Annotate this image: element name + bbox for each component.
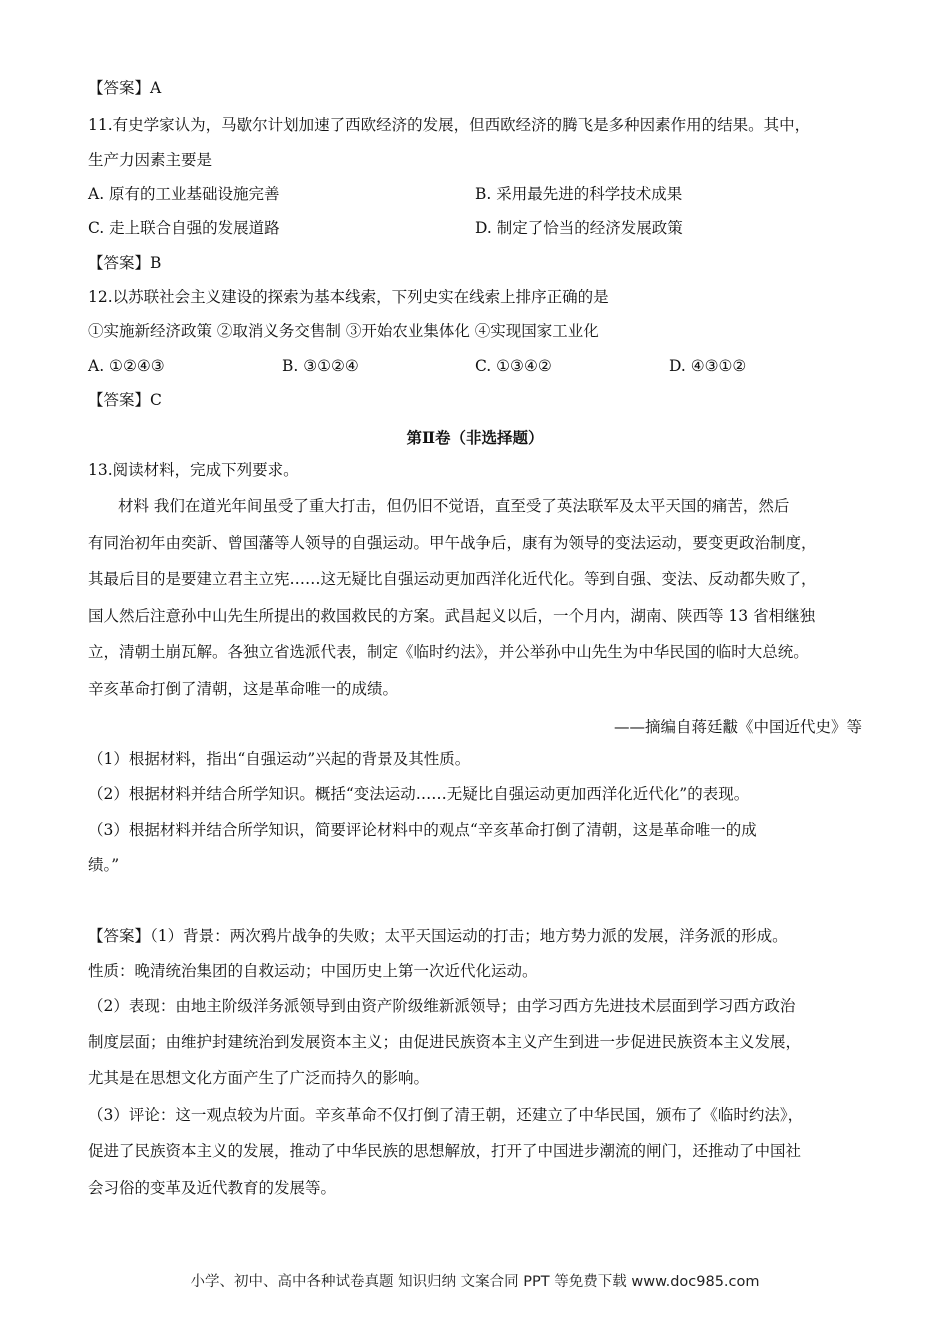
- question-13-sub1: （1）根据材料，指出“自强运动”兴起的背景及其性质。: [88, 750, 471, 768]
- question-11-stem-line1: 11.有史学家认为，马歇尔计划加速了西欧经济的发展，但西欧经济的腾飞是多种因素作用的结果。其中，: [88, 116, 811, 134]
- material-line: 立，清朝土崩瓦解。各独立省选派代表，制定《临时约法》，并公举孙中山先生为中华民国的临时大总统。: [88, 643, 809, 661]
- answer-13-line: 制度层面；由维护封建统治到发展资本主义；由促进民族资本主义产生到进一步促进民族资本主义发展，: [88, 1033, 802, 1051]
- answer-13-line: （2）表现：由地主阶级洋务派领导到由资产阶级维新派领导；由学习西方先进技术层面到学习西方政治: [88, 997, 796, 1015]
- question-13-sub3-cont: 绩。”: [88, 856, 120, 874]
- answer-13-line: （3）评论：这一观点较为片面。辛亥革命不仅打倒了清王朝，还建立了中华民国，颁布了《临时约法》，: [88, 1106, 804, 1124]
- material-line: 国人然后注意孙中山先生所提出的救国救民的方案。武昌起义以后，一个月内，湖南、陕西等 13 省相继独: [88, 607, 816, 625]
- question-12-items: ①实施新经济政策 ②取消义务交售制 ③开始农业集体化 ④实现国家工业化: [88, 322, 599, 340]
- question-13-sub3: （3）根据材料并结合所学知识，简要评论材料中的观点“辛亥革命打倒了清朝，这是革命唯一的成: [88, 821, 757, 839]
- answer-13-line: 促进了民族资本主义的发展，推动了中华民族的思想解放，打开了中国进步潮流的闸门，还推动了中国社: [88, 1142, 802, 1160]
- question-11-option-d: D. 制定了恰当的经济发展政策: [475, 219, 683, 237]
- question-12-option-d: D. ④③①②: [669, 357, 747, 375]
- question-11-option-a: A. 原有的工业基础设施完善: [88, 185, 280, 203]
- answer-10: 【答案】A: [88, 79, 162, 97]
- answer-11: 【答案】B: [88, 254, 162, 272]
- answer-13-line: 会习俗的变革及近代教育的发展等。: [88, 1179, 337, 1197]
- question-11-option-c: C. 走上联合自强的发展道路: [88, 219, 280, 237]
- answer-13-line: 【答案】（1）背景：两次鸦片战争的失败；太平天国运动的打击；地方势力派的发展，洋务派的形成。: [88, 927, 788, 945]
- question-12-option-c: C. ①③④②: [475, 357, 552, 375]
- material-source: ——摘编自蒋廷黻《中国近代史》等: [613, 718, 862, 736]
- material-line: 材料 我们在道光年间虽受了重大打击，但仍旧不觉语，直至受了英法联军及太平天国的痛苦，然后: [118, 497, 790, 515]
- question-12-option-b: B. ③①②④: [282, 357, 359, 375]
- answer-12: 【答案】C: [88, 391, 162, 409]
- question-11-stem-line2: 生产力因素主要是: [88, 151, 213, 169]
- question-12-stem: 12.以苏联社会主义建设的探索为基本线索，下列史实在线索上排序正确的是: [88, 288, 609, 306]
- material-line: 其最后目的是要建立君主立宪……这无疑比自强运动更加西洋化近代化。等到自强、变法、反动都失败了，: [88, 570, 817, 588]
- question-13-stem: 13.阅读材料，完成下列要求。: [88, 461, 299, 479]
- question-12-option-a: A. ①②④③: [88, 357, 165, 375]
- material-line: 辛亥革命打倒了清朝，这是革命唯一的成绩。: [88, 680, 399, 698]
- question-11-option-b: B. 采用最先进的科学技术成果: [475, 185, 683, 203]
- question-13-sub2: （2）根据材料并结合所学知识。概括“变法运动……无疑比自强运动更加西洋化近代化”的表现。: [88, 785, 750, 803]
- section-title: 第Ⅱ卷（非选择题）: [406, 428, 544, 447]
- answer-13-line: 性质：晚清统治集团的自救运动；中国历史上第一次近代化运动。: [88, 962, 538, 980]
- answer-13-line: 尤其是在思想文化方面产生了广泛而持久的影响。: [88, 1069, 430, 1087]
- material-line: 有同治初年由奕訢、曾国藩等人领导的自强运动。甲午战争后，康有为领导的变法运动，要变更政治制度，: [88, 534, 817, 552]
- footer-text: 小学、初中、高中各种试卷真题 知识归纳 文案合同 PPT 等免费下载 www.doc985.com: [190, 1274, 760, 1290]
